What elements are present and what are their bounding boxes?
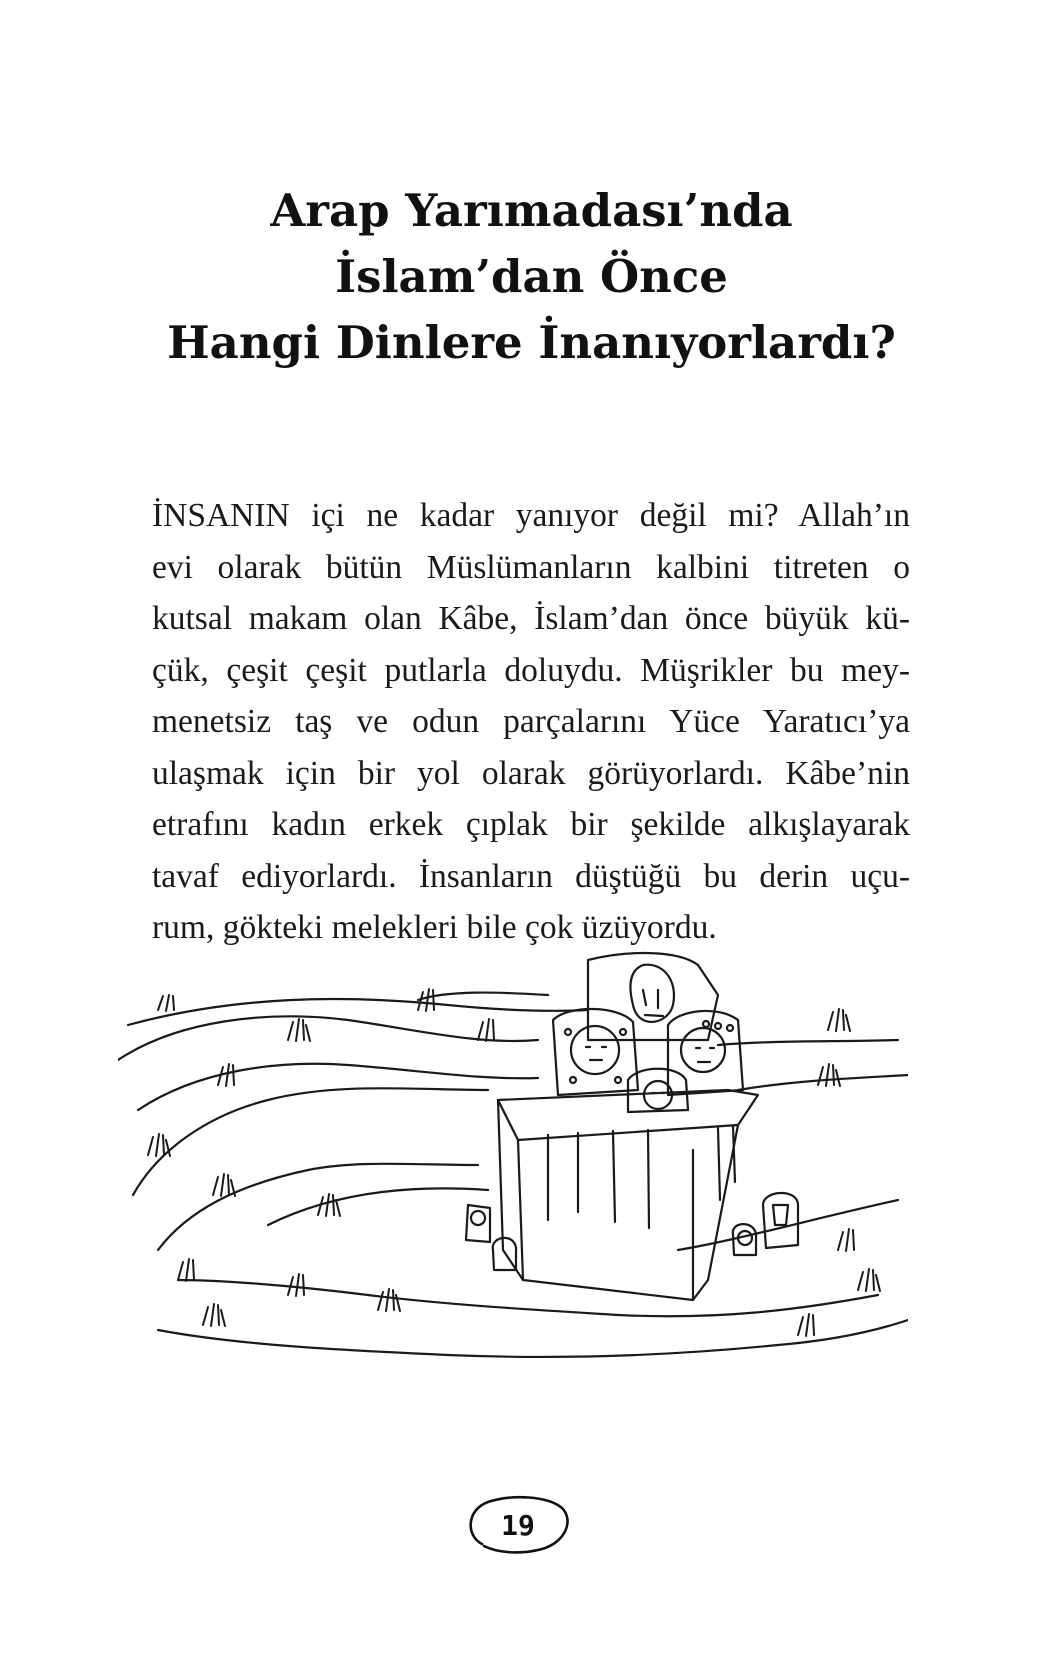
title-line: Arap Yarımadası’nda: [270, 184, 793, 238]
page-number: 19: [501, 1508, 535, 1542]
page-title: [0, 178, 1063, 376]
title-line: Hangi Dinlere İnanıyorlardı?: [167, 316, 896, 370]
body-paragraph: [152, 490, 910, 954]
body-line: çük, çeşit çeşit putlarla doluydu. Müşrikler bu mey-: [152, 651, 910, 689]
body-line: ulaşmak için bir yol olarak görüyorlardı. Kâbe’nin: [152, 754, 910, 792]
body-line: rum, gökteki melekleri bile çok üzüyordu.: [152, 909, 717, 946]
kaaba-with-idols-illustration: [118, 950, 908, 1390]
body-line: kutsal makam olan Kâbe, İslam’dan önce büyük kü-: [152, 600, 910, 637]
body-line: menetsiz taş ve odun parçalarını Yüce Yaratıcı’ya: [152, 703, 910, 740]
page-number-badge: [462, 1492, 574, 1558]
body-line: tavaf ediyorlardı. İnsanların düştüğü bu derin uçu-: [152, 857, 910, 895]
body-line: etrafını kadın erkek çıplak bir şekilde alkışlayarak: [152, 806, 910, 843]
body-line: İNSANIN içi ne kadar yanıyor değil mi? Allah’ın: [152, 497, 910, 534]
title-line: İslam’dan Önce: [335, 250, 728, 304]
body-line: evi olarak bütün Müslümanların kalbini titreten o: [152, 548, 910, 586]
